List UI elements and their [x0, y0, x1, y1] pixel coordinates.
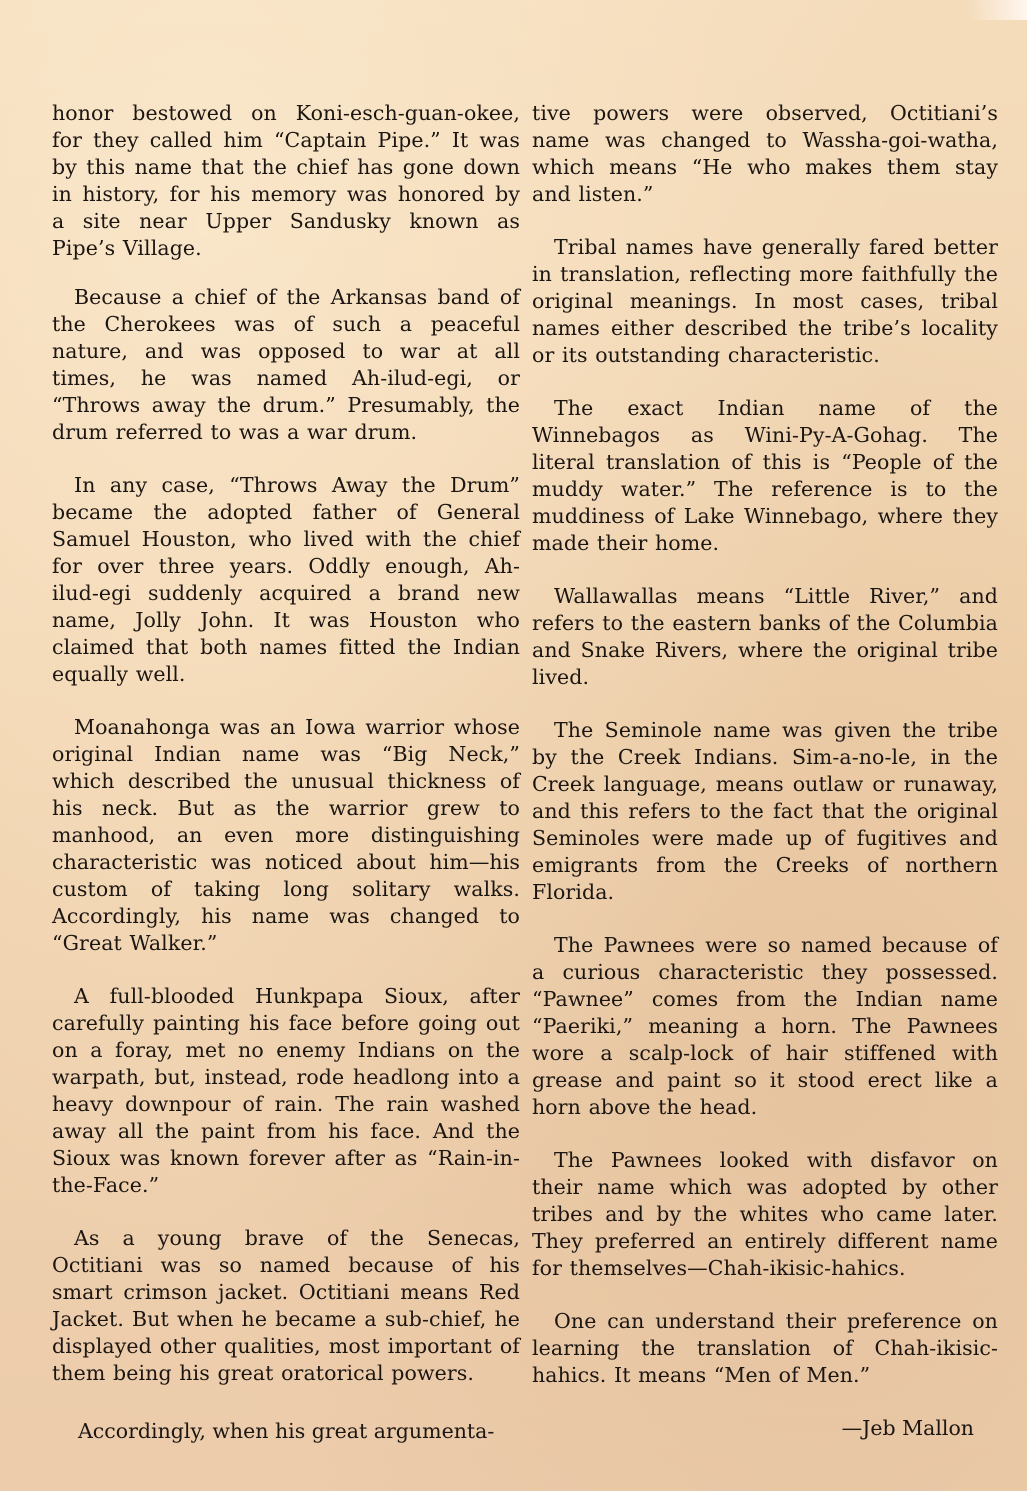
paragraph-men-of-men: One can understand their preference on learning the translation of Chah-ikisic-hahics. It means “Men of Men.”	[532, 1309, 998, 1387]
paragraph-captain-pipe: honor bestowed on Koni-esch-guan-okee, for they called him “Captain Pipe.” It was by this name that the chief has gone down in history, for his memory was honored by a site near Upper Sandusky known as Pipe’s Village.	[52, 101, 520, 260]
paragraph-octitiani: As a young brave of the Senecas, Octitiani was so named because of his smart crimson jacket. Octitiani means Red Jacket. But when he became a sub-chief, he displayed other qualities, most important of them being his great oratorical powers.	[52, 1226, 520, 1385]
paragraph-wassha-goi-watha: tive powers were observed, Octitiani’s name was changed to Wassha-goi-watha, which means “He who makes them stay and listen.”	[532, 101, 998, 206]
paragraph-rain-in-the-face: A full-blooded Hunkpapa Sioux, after carefully painting his face before going out on a foray, met no enemy Indians on the warpath, but, instead, rode headlong into a heavy downpour of rain. The rain washed away all the paint from his face. And the Sioux was known forever after as “Rain-in-the-Face.”	[52, 984, 520, 1197]
paragraph-pawnees-disfavor: The Pawnees looked with disfavor on their name which was adopted by other tribes and by the whites who came later. They preferred an entirely different name for themselves—Chah-ikisic-hahics.	[532, 1148, 998, 1280]
paragraph-seminole: The Seminole name was given the tribe by the Creek Indians. Sim-a-no-le, in the Creek language, means outlaw or runaway, and this refers to the fact that the original Seminoles were made up of fugitives and emigrants from the Creeks of northern Florida.	[532, 718, 998, 904]
paragraph-pawnees-horn: The Pawnees were so named because of a curious characteristic they possessed. “Pawnee” comes from the Indian name “Paeriki,” meaning a horn. The Pawnees wore a scalp-lock of hair stiffened with grease and paint so it stood erect like a horn above the head.	[532, 933, 998, 1119]
right-column	[532, 100, 998, 1442]
paragraph-moanahonga: Moanahonga was an Iowa warrior whose original Indian name was “Big Neck,” which described the unusual thickness of his neck. But as the warrior grew to manhood, an even more distinguishing characteristic was noticed about him—his custom of taking long solitary walks. Accordingly, his name was changed to “Great Walker.”	[52, 715, 520, 955]
paragraph-winnebagos: The exact Indian name of the Winnebagos as Wini-Py-A-Gohag. The literal translation of this is “People of the muddy water.” The reference is to the muddiness of Lake Winnebago, where they made their home.	[532, 396, 998, 555]
page-corner-wear	[967, 0, 1027, 20]
paragraph-cherokee-chief: Because a chief of the Arkansas band of the Cherokees was of such a peaceful nature, and was opposed to war at all times, he was named Ah-ilud-egi, or “Throws away the drum.” Presumably, the drum referred to was a war drum.	[52, 285, 520, 444]
paragraph-tribal-names: Tribal names have generally fared better in translation, reflecting more faithfully the original meanings. In most cases, tribal names either described the tribe’s locality or its outstanding characteristic.	[532, 235, 998, 367]
paragraph-houston: In any case, “Throws Away the Drum” became the adopted father of General Samuel Houston, who lived with the chief for over three years. Oddly enough, Ah-ilud-egi suddenly acquired a brand new name, Jolly John. It was Houston who claimed that both names fitted the Indian equally well.	[52, 473, 520, 686]
left-column	[52, 100, 520, 1413]
author-byline: —Jeb Mallon	[841, 1416, 974, 1440]
paragraph-accordingly-start: Accordingly, when his great argumenta-	[78, 1419, 495, 1443]
paragraph-wallawallas: Wallawallas means “Little River,” and refers to the eastern banks of the Columbia and Snake Rivers, where the original tribe lived.	[532, 584, 998, 689]
